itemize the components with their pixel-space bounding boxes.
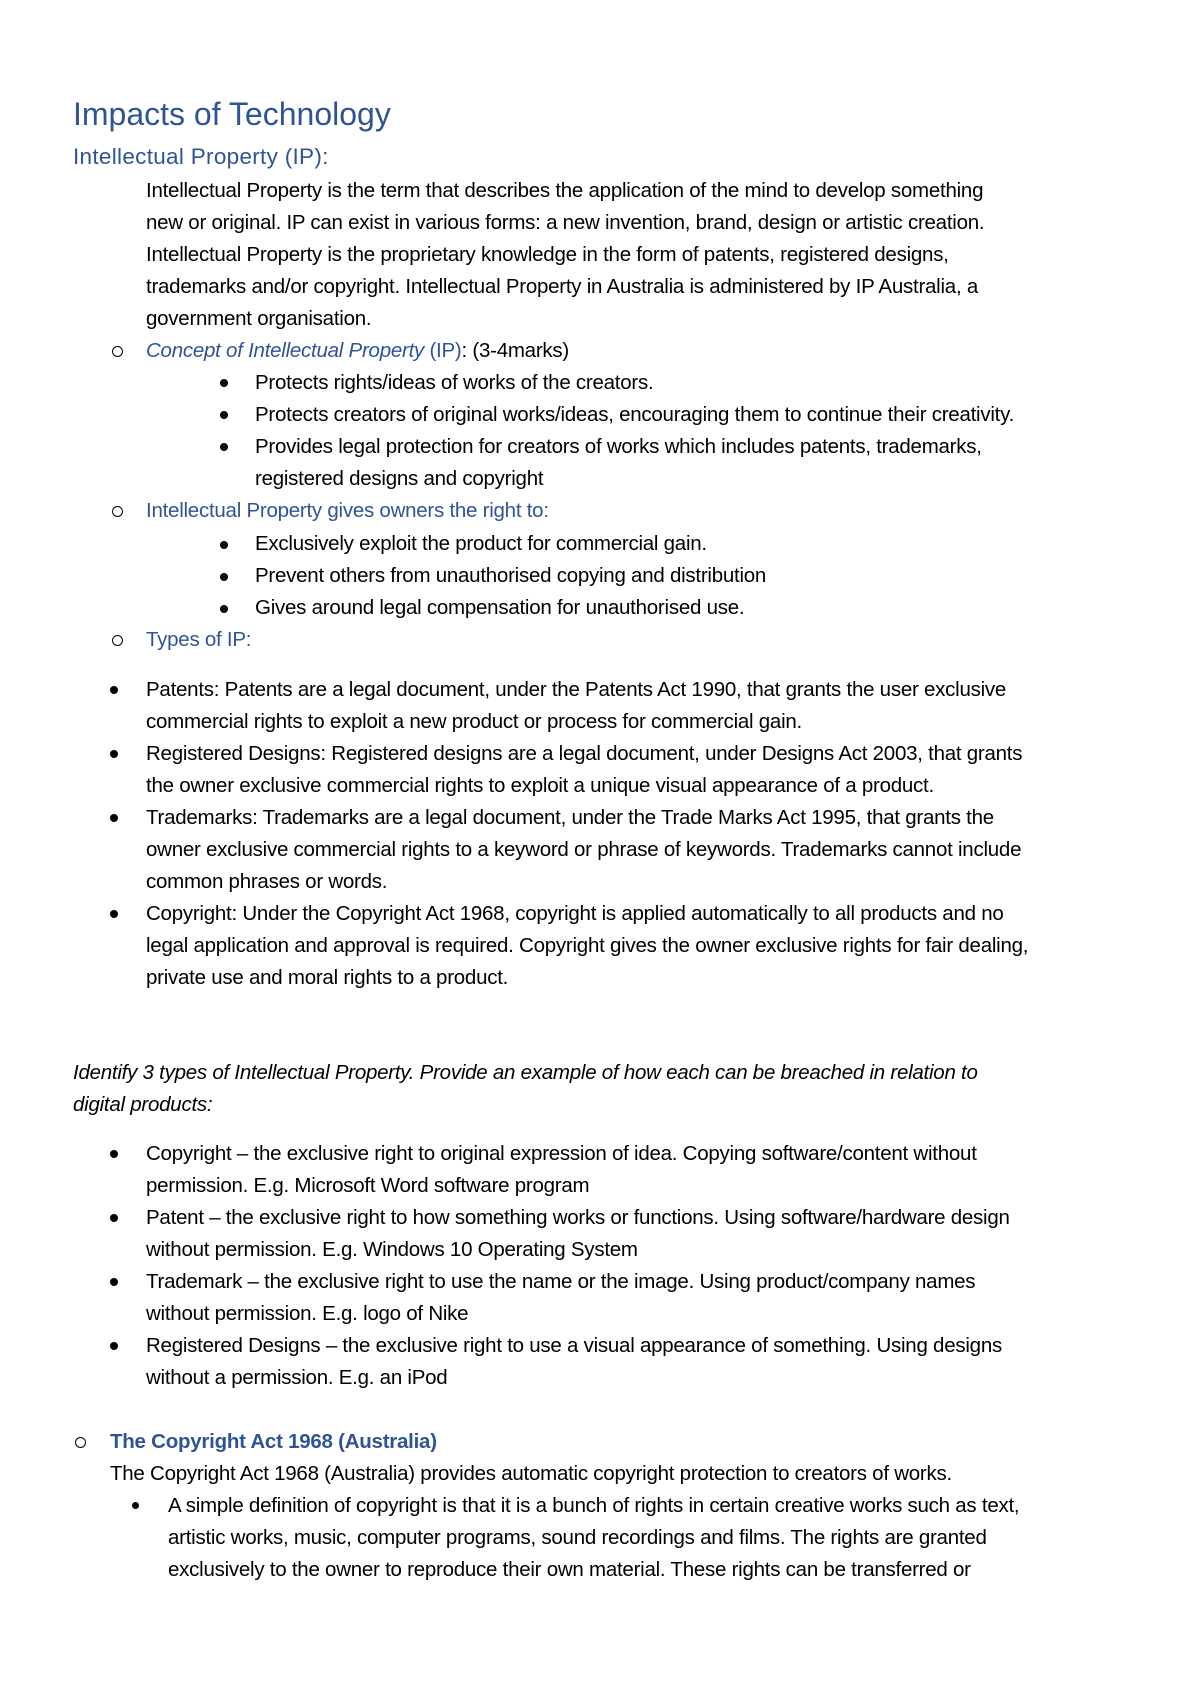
bullet-icon (132, 1502, 139, 1509)
bullet-icon (110, 814, 118, 822)
list-item-continued: commercial rights to exploit a new product or process for commercial gain. (146, 710, 802, 733)
intro-line: Intellectual Property is the term that describes the application of the mind to develop something (146, 179, 984, 202)
intro-line: new or original. IP can exist in various forms: a new invention, brand, design or artistic creation. (146, 211, 985, 234)
list-item: Provides legal protection for creators of works which includes patents, trademarks, (255, 435, 982, 458)
bullet-icon (110, 1278, 118, 1286)
list-item: Protects rights/ideas of works of the creators. (255, 371, 654, 394)
list-item: Registered Designs: Registered designs are a legal document, under Designs Act 2003, that grants (146, 742, 1023, 765)
intro-line: government organisation. (146, 307, 372, 330)
hollow-bullet-icon (75, 1437, 86, 1448)
bullet-icon (110, 750, 118, 758)
bullet-icon (220, 541, 228, 549)
list-item: Patents: Patents are a legal document, under the Patents Act 1990, that grants the user exclusive (146, 678, 1007, 701)
list-item: Registered Designs – the exclusive right to use a visual appearance of something. Using designs (146, 1334, 1002, 1357)
bullet-icon (110, 686, 118, 694)
copyright-act-summary: The Copyright Act 1968 (Australia) provides automatic copyright protection to creators of works. (110, 1462, 952, 1485)
list-item-continued: permission. E.g. Microsoft Word software program (146, 1174, 590, 1197)
intro-line: Intellectual Property is the proprietary knowledge in the form of patents, registered designs, (146, 243, 949, 266)
hollow-bullet-icon (112, 346, 123, 357)
concept-heading-italic: Concept of Intellectual Property (146, 339, 425, 362)
rights-heading: Intellectual Property gives owners the right to: (146, 499, 549, 522)
list-item: Gives around legal compensation for unauthorised use. (255, 596, 745, 619)
list-item: Patent – the exclusive right to how something works or functions. Using software/hardware design (146, 1206, 1010, 1229)
list-item: A simple definition of copyright is that it is a bunch of rights in certain creative works such as text, (168, 1494, 1020, 1517)
concept-heading-marks: : (3-4marks) (461, 339, 569, 362)
list-item-continued: owner exclusive commercial rights to a keyword or phrase of keywords. Trademarks cannot include (146, 838, 1022, 861)
intro-line: trademarks and/or copyright. Intellectual Property in Australia is administered by IP Australia, a (146, 275, 978, 298)
bullet-icon (110, 1342, 118, 1350)
bullet-icon (110, 1214, 118, 1222)
hollow-bullet-icon (112, 635, 123, 646)
list-item: Trademark – the exclusive right to use the name or the image. Using product/company names (146, 1270, 976, 1293)
list-item-continued: common phrases or words. (146, 870, 388, 893)
question-line: digital products: (73, 1093, 213, 1116)
bullet-icon (110, 910, 118, 918)
list-item-continued: private use and moral rights to a product. (146, 966, 509, 989)
list-item: Exclusively exploit the product for commercial gain. (255, 532, 707, 555)
list-item: Copyright – the exclusive right to original expression of idea. Copying software/content without (146, 1142, 977, 1165)
list-item-continued: without permission. E.g. Windows 10 Operating System (146, 1238, 638, 1261)
list-item: Protects creators of original works/ideas, encouraging them to continue their creativity. (255, 403, 1015, 426)
page-title: Impacts of Technology (73, 96, 391, 132)
list-item: Trademarks: Trademarks are a legal document, under the Trade Marks Act 1995, that grants the (146, 806, 994, 829)
bullet-icon (220, 411, 228, 419)
bullet-icon (220, 573, 228, 581)
question-line: Identify 3 types of Intellectual Property. Provide an example of how each can be breached in relation to (73, 1061, 978, 1084)
concept-heading (146, 337, 569, 365)
list-item-continued: exclusively to the owner to reproduce their own material. These rights can be transferred or (168, 1558, 971, 1581)
bullet-icon (220, 605, 228, 613)
list-item-continued: the owner exclusive commercial rights to exploit a unique visual appearance of a product. (146, 774, 934, 797)
list-item-continued: without permission. E.g. logo of Nike (146, 1302, 469, 1325)
section-heading: Intellectual Property (IP): (73, 144, 329, 169)
list-item: Prevent others from unauthorised copying and distribution (255, 564, 767, 587)
list-item: Copyright: Under the Copyright Act 1968, copyright is applied automatically to all products and no (146, 902, 1004, 925)
list-item-continued: without a permission. E.g. an iPod (146, 1366, 448, 1389)
bullet-icon (110, 1150, 118, 1158)
copyright-act-heading: The Copyright Act 1968 (Australia) (110, 1430, 437, 1453)
list-item-continued: registered designs and copyright (255, 467, 544, 490)
concept-heading-ip: (IP) (424, 339, 462, 362)
hollow-bullet-icon (112, 506, 123, 517)
bullet-icon (220, 379, 228, 387)
list-item-continued: artistic works, music, computer programs, sound recordings and films. The rights are granted (168, 1526, 987, 1549)
types-heading: Types of IP: (146, 628, 252, 651)
bullet-icon (220, 443, 228, 451)
list-item-continued: legal application and approval is required. Copyright gives the owner exclusive rights for fair dealing, (146, 934, 1029, 957)
